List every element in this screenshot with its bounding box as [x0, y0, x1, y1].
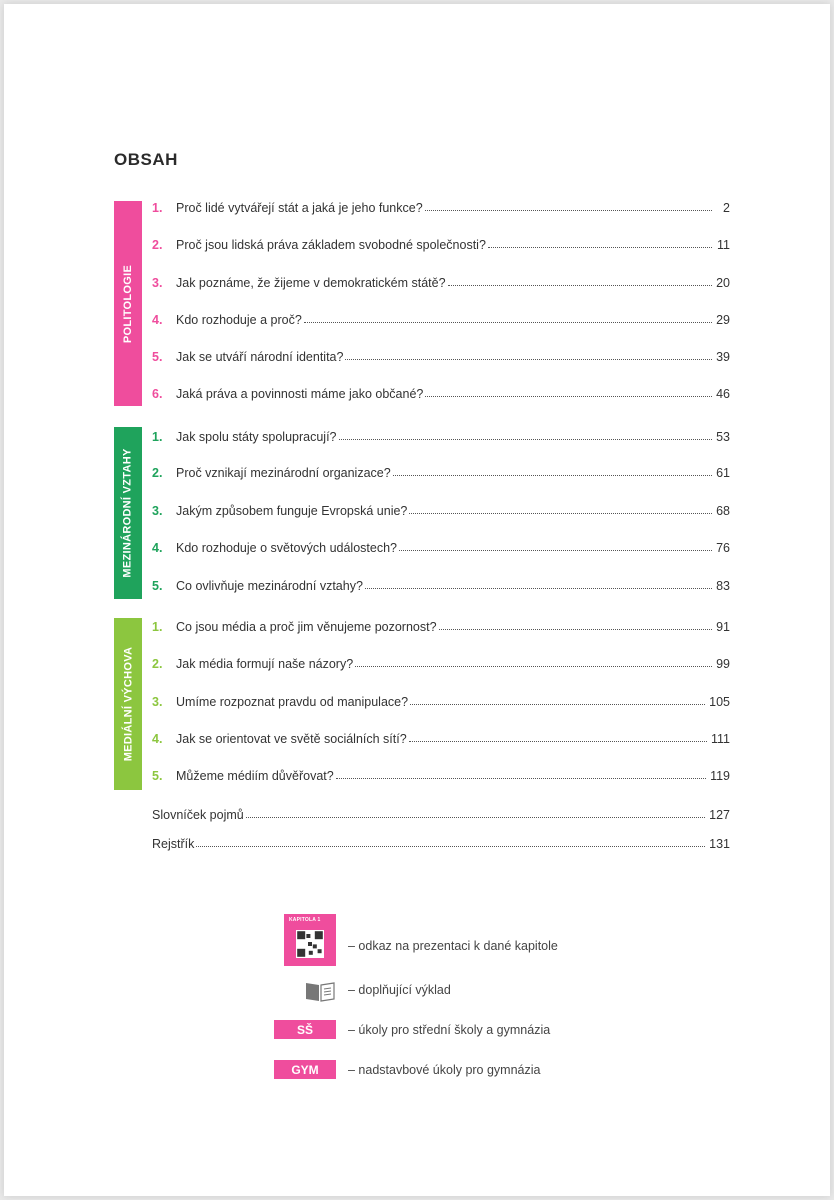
entry-number: 4.: [152, 313, 163, 327]
section-band-politologie: [114, 201, 142, 406]
entry-number: 4.: [152, 732, 163, 746]
qr-caption: KAPITOLA 1: [289, 917, 321, 923]
dot-leader: [365, 587, 712, 589]
dot-leader: [409, 740, 707, 742]
toc-entry[interactable]: [152, 537, 730, 555]
toc-entry[interactable]: [152, 426, 730, 444]
dot-leader: [355, 665, 712, 667]
entry-title: Kdo rozhoduje o světových událostech?: [176, 541, 397, 555]
section-label: MEDIÁLNÍ VÝCHOVA: [122, 646, 135, 762]
entry-page: 105: [709, 695, 730, 709]
toc-entry[interactable]: [152, 691, 730, 709]
qr-code-icon: [284, 914, 336, 966]
dot-leader: [196, 845, 705, 847]
entry-page: 39: [716, 350, 730, 364]
section-label: POLITOLOGIE: [122, 264, 134, 343]
toc-entry[interactable]: [152, 272, 730, 290]
ss-badge: SŠ: [274, 1020, 336, 1039]
entry-title: Jaká práva a povinnosti máme jako občané?: [176, 387, 424, 401]
book-icon: [304, 980, 336, 1002]
gym-badge: GYM: [274, 1060, 336, 1079]
section-label: MEZINÁRODNÍ VZTAHY: [122, 448, 134, 578]
legend-gym-text: – nadstavbové úkoly pro gymnázia: [348, 1063, 541, 1077]
entry-title: Rejstřík: [152, 837, 195, 851]
entry-number: 1.: [152, 201, 163, 215]
section-band-mezinarodni-vztahy: [114, 427, 142, 599]
toc-entry[interactable]: [152, 765, 730, 783]
dot-leader: [409, 512, 712, 514]
toc-entry-index[interactable]: [152, 833, 730, 851]
entry-title: Proč jsou lidská práva základem svobodné společnosti?: [176, 238, 486, 252]
toc-entry[interactable]: [152, 234, 730, 252]
legend-ss-text: – úkoly pro střední školy a gymnázia: [348, 1023, 551, 1037]
entry-page: 2: [723, 201, 730, 215]
dot-leader: [399, 549, 712, 551]
toc-entry[interactable]: [152, 575, 730, 593]
dot-leader: [304, 321, 712, 323]
entry-title: Co jsou média a proč jim věnujeme pozornost?: [176, 620, 437, 634]
toc-entry[interactable]: [152, 346, 730, 364]
entry-number: 5.: [152, 350, 163, 364]
entry-number: 5.: [152, 769, 163, 783]
page: [4, 4, 830, 1196]
entry-title: Co ovlivňuje mezinárodní vztahy?: [176, 579, 363, 593]
entry-page: 29: [716, 313, 730, 327]
entry-number: 2.: [152, 657, 163, 671]
legend-qr-text: – odkaz na prezentaci k dané kapitole: [348, 939, 558, 953]
entry-page: 61: [716, 466, 730, 480]
toc-entry[interactable]: [152, 500, 730, 518]
dot-leader: [336, 777, 706, 779]
dot-leader: [410, 703, 705, 705]
section-band-medialni-vychova: [114, 618, 142, 790]
entry-page: 76: [716, 541, 730, 555]
entry-title: Jak poznáme, že žijeme v demokratickém státě?: [176, 276, 446, 290]
entry-page: 119: [710, 769, 730, 783]
qr-pattern: [296, 930, 324, 958]
toc-entry[interactable]: [152, 616, 730, 634]
entry-title: Slovníček pojmů: [152, 808, 244, 822]
entry-title: Kdo rozhoduje a proč?: [176, 313, 302, 327]
entry-number: 2.: [152, 238, 163, 252]
toc-entry-glossary[interactable]: [152, 804, 730, 822]
entry-number: 5.: [152, 579, 163, 593]
dot-leader: [393, 474, 712, 476]
toc-entry[interactable]: [152, 309, 730, 327]
entry-page: 111: [710, 732, 730, 746]
entry-title: Můžeme médiím důvěřovat?: [176, 769, 334, 783]
entry-page: 46: [716, 387, 730, 401]
entry-number: 3.: [152, 276, 163, 290]
entry-number: 3.: [152, 504, 163, 518]
dot-leader: [339, 438, 712, 440]
toc-entry[interactable]: [152, 383, 730, 401]
entry-title: Jakým způsobem funguje Evropská unie?: [176, 504, 408, 518]
toc-entry[interactable]: [152, 728, 730, 746]
entry-number: 4.: [152, 541, 163, 555]
entry-title: Jak se utváří národní identita?: [176, 350, 344, 364]
entry-page: 131: [709, 837, 730, 851]
toc-entry[interactable]: [152, 653, 730, 671]
entry-page: 91: [716, 620, 730, 634]
entry-title: Jak se orientovat ve světě sociálních sítí?: [176, 732, 407, 746]
entry-number: 6.: [152, 387, 163, 401]
dot-leader: [439, 628, 712, 630]
entry-number: 1.: [152, 620, 163, 634]
dot-leader: [425, 209, 712, 211]
entry-page: 68: [716, 504, 730, 518]
entry-page: 20: [716, 276, 730, 290]
entry-title: Proč vznikají mezinárodní organizace?: [176, 466, 391, 480]
toc-entry[interactable]: [152, 197, 730, 215]
entry-title: Umíme rozpoznat pravdu od manipulace?: [176, 695, 409, 709]
dot-leader: [448, 284, 712, 286]
dot-leader: [488, 246, 712, 248]
entry-number: 2.: [152, 466, 163, 480]
dot-leader: [345, 358, 712, 360]
page-title: OBSAH: [114, 150, 178, 169]
dot-leader: [246, 816, 705, 818]
entry-page: 99: [716, 657, 730, 671]
entry-title: Proč lidé vytvářejí stát a jaká je jeho funkce?: [176, 201, 423, 215]
entry-number: 3.: [152, 695, 163, 709]
toc-entry[interactable]: [152, 462, 730, 480]
legend-book-text: – doplňující výklad: [348, 983, 451, 997]
entry-number: 1.: [152, 430, 163, 444]
entry-page: 53: [716, 430, 730, 444]
dot-leader: [425, 395, 712, 397]
entry-page: 11: [717, 238, 730, 252]
entry-page: 127: [709, 808, 730, 822]
entry-title: Jak média formují naše názory?: [176, 657, 354, 671]
entry-page: 83: [716, 579, 730, 593]
entry-title: Jak spolu státy spolupracují?: [176, 430, 337, 444]
